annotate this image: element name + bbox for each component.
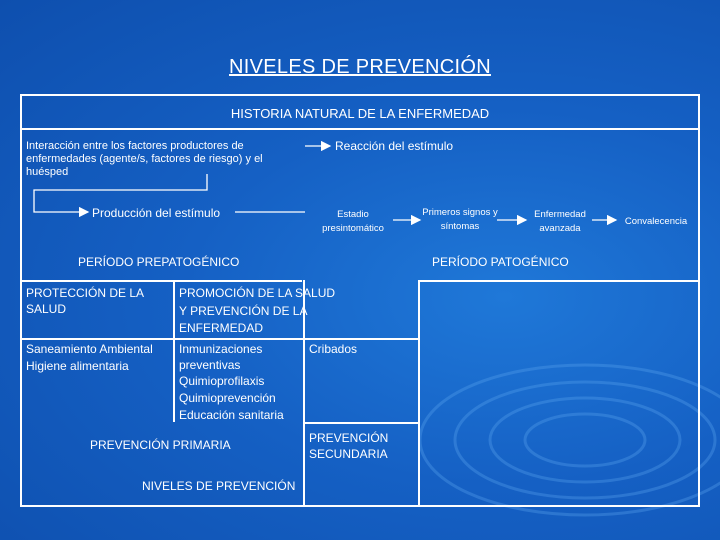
secondary-right-line <box>418 422 420 507</box>
table-col-3 <box>418 280 420 422</box>
promotion-item: Educación sanitaria <box>179 408 284 422</box>
table-row-divider <box>20 338 418 340</box>
stage-presymptomatic: Estadio presintomático <box>322 209 384 234</box>
table-col-1 <box>173 280 175 422</box>
period-prepathogenic: PERÍODO PREPATOGÉNICO <box>78 255 240 269</box>
promotion-item: Inmunizaciones preventivas <box>179 342 263 372</box>
protection-header: PROTECCIÓN DE LA SALUD <box>26 286 144 316</box>
stage-convalescence: Convalecencia <box>624 216 688 227</box>
footer-label: NIVELES DE PREVENCIÓN <box>142 479 296 493</box>
production-label: Producción del estímulo <box>92 206 221 220</box>
table-top-left <box>20 280 302 282</box>
promotion-item: Quimioprevención <box>179 391 276 405</box>
protection-item: Saneamiento Ambiental <box>26 342 153 356</box>
table-bottom-right <box>303 422 418 424</box>
period-pathogenic: PERÍODO PATOGÉNICO <box>432 255 569 269</box>
table-top-right <box>418 280 700 282</box>
primary-prevention-label: PREVENCIÓN PRIMARIA <box>90 438 231 452</box>
reaction-label: Reacción del estímulo <box>335 139 454 153</box>
secondary-prevention-label: PREVENCIÓN SECUNDARIA <box>309 431 389 461</box>
protection-item: Higiene alimentaria <box>26 359 129 373</box>
screening-label: Cribados <box>309 342 358 356</box>
stage-advanced: Enfermedad avanzada <box>534 209 586 234</box>
primary-right-line <box>303 422 305 507</box>
diagram-header: HISTORIA NATURAL DE LA ENFERMEDAD <box>230 106 490 121</box>
page-title: NIVELES DE PREVENCIÓN <box>229 56 491 78</box>
stage-first-signs: Primeros signos y síntomas <box>422 207 498 232</box>
promotion-header: PROMOCIÓN DE LA SALUD Y PREVENCIÓN DE LA ENFERMEDAD <box>179 286 336 335</box>
interaction-text: Interacción entre los factores productores de enfermedades (agente/s, factores de riesgo) y el huésped <box>26 140 263 178</box>
promotion-item: Quimioprofilaxis <box>179 374 265 388</box>
